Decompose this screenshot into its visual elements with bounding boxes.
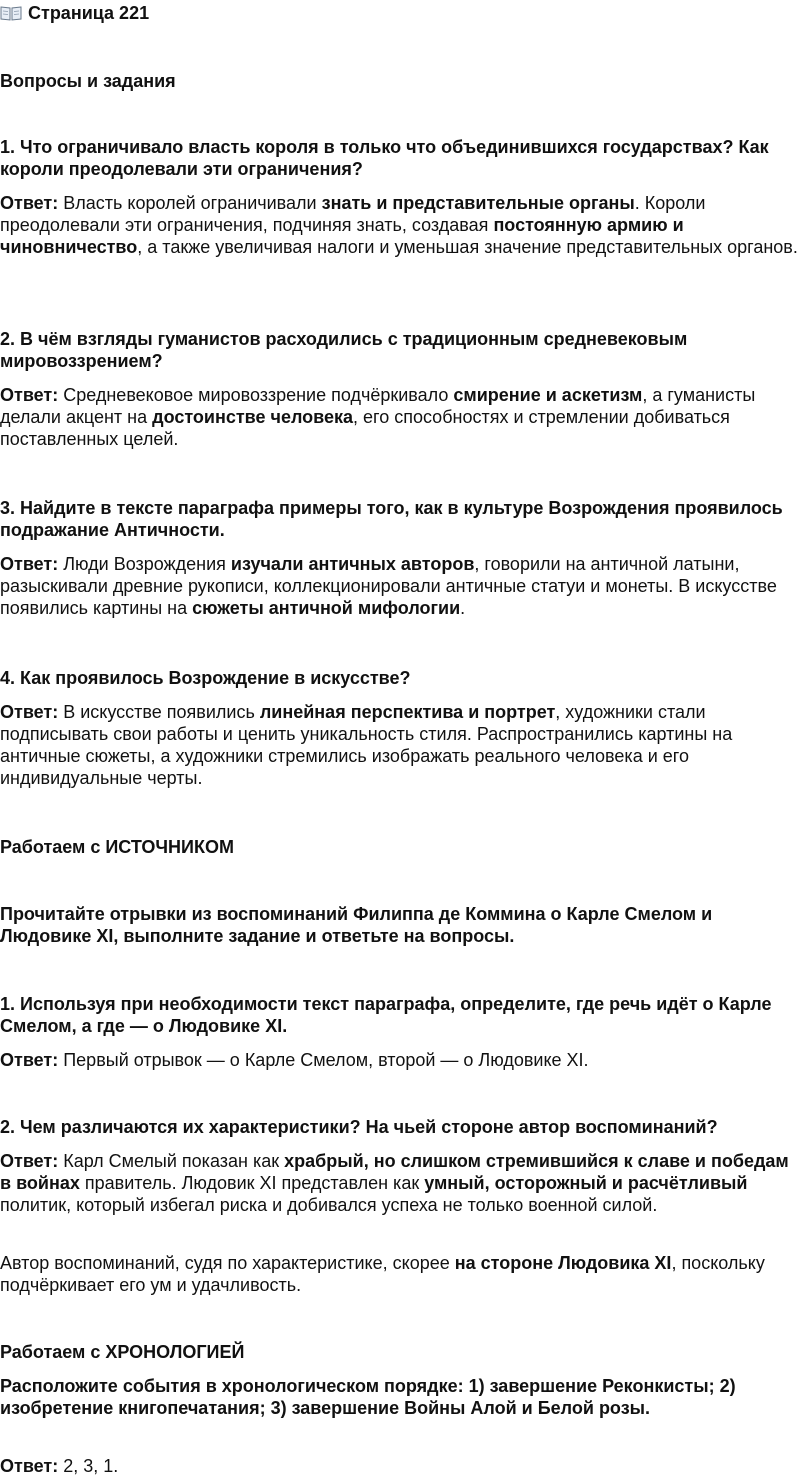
page-title xyxy=(0,2,800,24)
section-heading-questions: Вопросы и задания xyxy=(0,71,176,91)
section-heading-source: Работаем с ИСТОЧНИКОМ xyxy=(0,837,234,857)
source-task: Прочитайте отрывки из воспоминаний Филиппа де Коммина о Карле Смелом и Людовике XI, выполните задание и ответьте на вопросы. xyxy=(0,904,713,946)
question-2: 2. В чём взгляды гуманистов расходились с традиционным средневековым мировоззрением? xyxy=(0,329,688,371)
answer-label: Ответ: xyxy=(0,702,59,722)
source-question-2: 2. Чем различаются их характеристики? На чьей стороне автор воспоминаний? xyxy=(0,1117,718,1137)
source-question-1: 1. Используя при необходимости текст параграфа, определите, где речь идёт о Карле Смелом, а где — о Людовике XI. xyxy=(0,994,772,1036)
answer-label: Ответ: xyxy=(0,385,59,405)
answer-label: Ответ: xyxy=(0,1050,59,1070)
answer-2: Ответ: Средневековое мировоззрение подчёркивало смирение и аскетизм, а гуманисты делали акцент на достоинстве человека, его способностях и стремлении добиваться поставленных целей. xyxy=(0,385,756,449)
open-book-icon xyxy=(0,5,22,21)
chronology-question: Расположите события в хронологическом порядке: 1) завершение Реконкисты; 2) изобретение книгопечатания; 3) завершение Войны Алой и Белой розы. xyxy=(0,1376,736,1418)
answer-3: Ответ: Люди Возрождения изучали античных авторов, говорили на античной латыни, разыскивали древние рукописи, коллекционировали античные статуи и монеты. В искусстве появились картины на сюжеты античной мифологии. xyxy=(0,554,777,618)
answer-label: Ответ: xyxy=(0,1151,59,1171)
source-answer-2-extra: Автор воспоминаний, судя по характеристике, скорее на стороне Людовика XI, поскольку подчёркивает его ум и удачливость. xyxy=(0,1253,765,1295)
answer-label: Ответ: xyxy=(0,193,59,213)
question-4: 4. Как проявилось Возрождение в искусстве? xyxy=(0,668,411,688)
answer-label: Ответ: xyxy=(0,554,59,574)
question-1: 1. Что ограничивало власть короля в только что объединившихся государствах? Как короли преодолевали эти ограничения? xyxy=(0,137,769,179)
answer-label: Ответ: xyxy=(0,1456,59,1476)
question-3: 3. Найдите в тексте параграфа примеры того, как в культуре Возрождения проявилось подражание Античности. xyxy=(0,498,783,540)
source-answer-1: Ответ: Первый отрывок — о Карле Смелом, второй — о Людовике XI. xyxy=(0,1050,589,1070)
page-title-text: Страница 221 xyxy=(28,3,150,23)
source-answer-2: Ответ: Карл Смелый показан как храбрый, но слишком стремившийся к славе и победам в войнах правитель. Людовик XI представлен как умный, осторожный и расчётливый политик, который избегал риска и добивался успеха не только военной силой. xyxy=(0,1151,789,1215)
section-heading-chronology: Работаем с ХРОНОЛОГИЕЙ xyxy=(0,1342,245,1362)
answer-4: Ответ: В искусстве появились линейная перспектива и портрет, художники стали подписывать свои работы и ценить уникальность стиля. Распространились картины на античные сюжеты, а художники стремились изображать реального человека и его индивидуальные черты. xyxy=(0,702,733,788)
answer-1: Ответ: Власть королей ограничивали знать и представительные органы. Короли преодолевали эти ограничения, подчиняя знать, создавая постоянную армию и чиновничество, а также увеличивая налоги и уменьшая значение представительных органов. xyxy=(0,193,798,257)
chronology-answer: Ответ: 2, 3, 1. xyxy=(0,1456,119,1476)
